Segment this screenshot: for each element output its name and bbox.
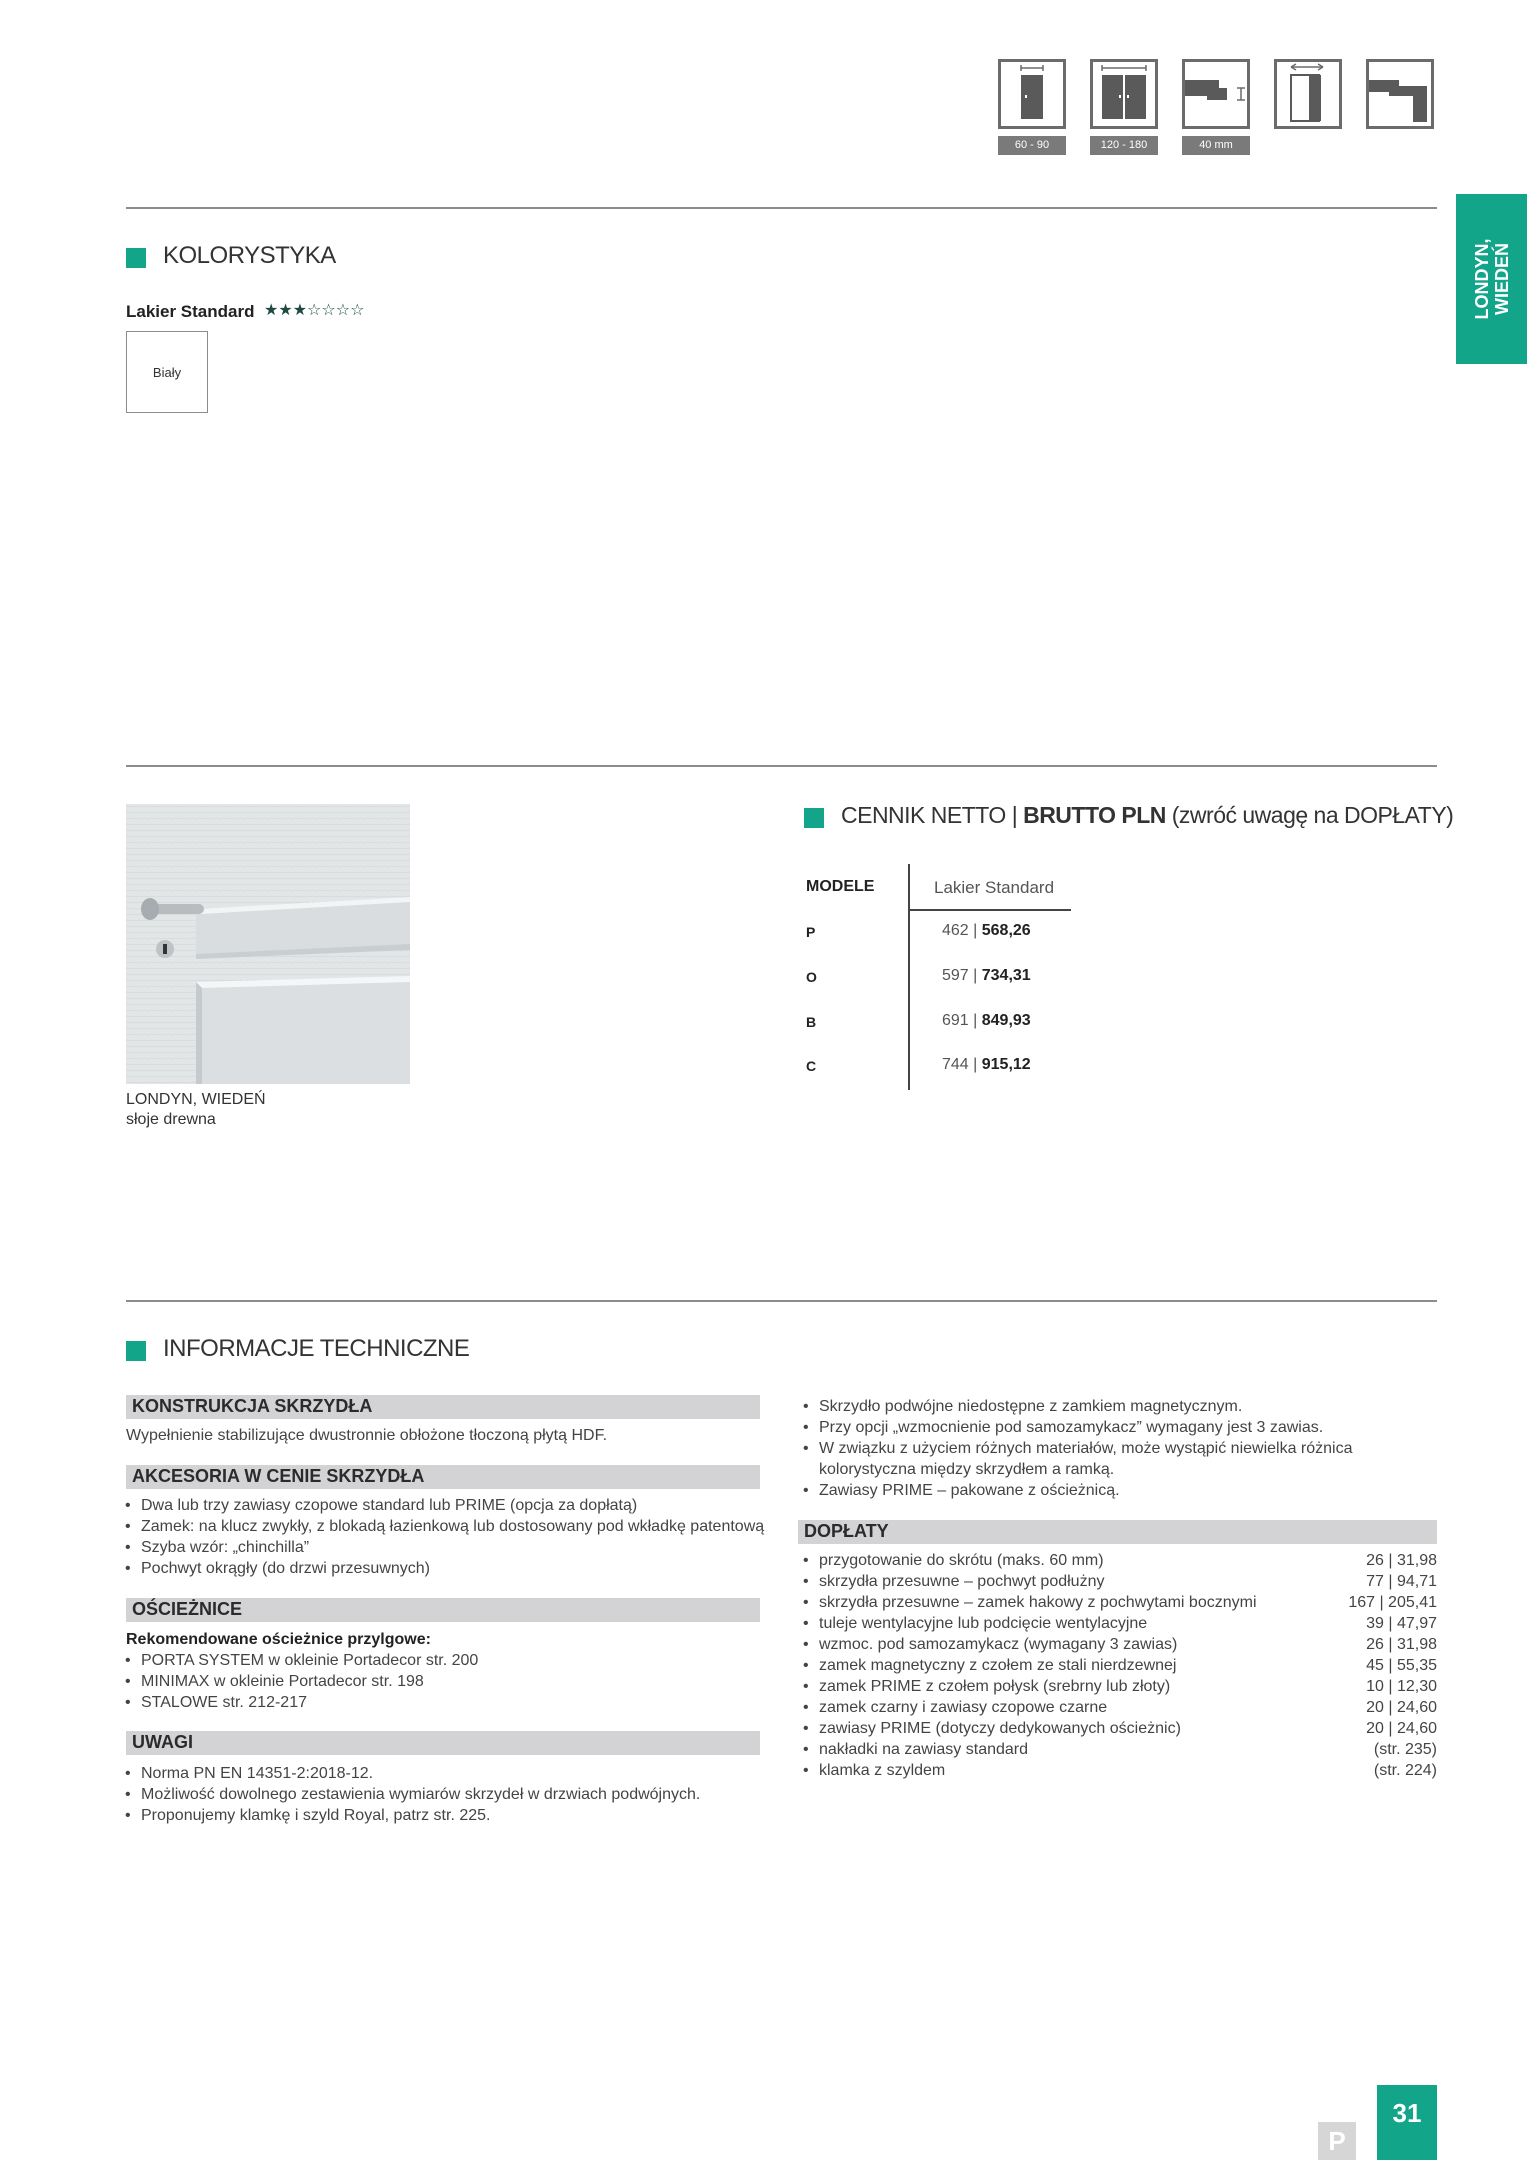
table-row-price: 597 | 734,31 [942, 967, 1031, 984]
oscieznice-subheading: Rekomendowane ościeżnice przylgowe: [126, 1631, 431, 1648]
cennik-title-brutto: BRUTTO PLN [1023, 802, 1166, 828]
kolorystyka-title: KOLORYSTYKA [163, 242, 336, 269]
color-swatch-bialy [126, 331, 208, 413]
doplaty-heading-bar [798, 1520, 1437, 1544]
list-item: • Możliwość dowolnego zestawienia wymiarów skrzydeł w drzwiach podwójnych. [141, 1786, 700, 1804]
list-item: • Szyba wzór: „chinchilla” [141, 1539, 309, 1557]
oscieznice-heading: OŚCIEŻNICE [132, 1599, 243, 1619]
divider [126, 207, 1437, 209]
section-side-tab [1456, 194, 1527, 364]
oscieznice-heading-bar [126, 1598, 760, 1622]
table-row-model: P [806, 924, 816, 940]
section-marker [126, 1341, 146, 1361]
section-marker [126, 248, 146, 268]
list-item: • PORTA SYSTEM w okleinie Portadecor str. 200 [141, 1652, 478, 1670]
list-item: • Dwa lub trzy zawiasy czopowe standard lub PRIME (opcja za dopłatą) [141, 1497, 637, 1515]
table-row-price: 691 | 849,93 [942, 1012, 1031, 1029]
list-item: • W związku z użyciem różnych materiałów, może wystąpić niewielka różnica [819, 1440, 1353, 1458]
list-item-continuation: kolorystyczna między skrzydłem a ramką. [819, 1461, 1115, 1478]
list-item: • Przy opcji „wzmocnienie pod samozamykacz” wymagany jest 3 zawias. [819, 1419, 1323, 1437]
konstrukcja-text: Wypełnienie stabilizujące dwustronnie obłożone tłoczoną płytą HDF. [126, 1427, 608, 1444]
star-filled-icon: ★ [278, 302, 293, 319]
list-item: • Zamek: na klucz zwykły, z blokadą łazienkową lub dostosowany pod wkładkę patentową [141, 1518, 764, 1536]
star-empty-icon: ☆ [321, 302, 336, 319]
double-door-width-icon [1090, 59, 1158, 129]
table-vertical-rule [908, 864, 910, 1090]
uwagi-heading: UWAGI [132, 1732, 193, 1752]
frame-profile-icon [1366, 59, 1434, 129]
akcesoria-heading-bar [126, 1465, 760, 1489]
cennik-title-netto: CENNIK NETTO | [841, 802, 1024, 828]
cennik-title [841, 802, 1453, 829]
divider [126, 765, 1437, 767]
rating-stars [264, 300, 364, 320]
table-header-rule [908, 909, 1071, 911]
star-empty-icon: ☆ [307, 302, 322, 319]
divider [126, 1300, 1437, 1302]
konstrukcja-heading-bar [126, 1395, 760, 1419]
konstrukcja-heading: KONSTRUKCJA SKRZYDŁA [132, 1396, 373, 1416]
cennik-title-note: (zwróć uwagę na DOPŁATY) [1165, 802, 1454, 828]
sliding-door-icon [1274, 59, 1342, 129]
thickness-label: 40 mm [1182, 136, 1250, 155]
star-filled-icon: ★ [264, 302, 279, 319]
photo-caption-line2: słoje drewna [126, 1111, 216, 1128]
list-item: • Norma PN EN 14351-2:2018-12. [141, 1765, 373, 1783]
uwagi-heading-bar [126, 1731, 760, 1755]
table-row-price: 462 | 568,26 [942, 922, 1031, 939]
logo-letter: P [1328, 2126, 1346, 2156]
list-item: • STALOWE str. 212-217 [141, 1694, 307, 1712]
table-row-model: B [806, 1014, 817, 1030]
list-item: • Skrzydło podwójne niedostępne z zamkiem magnetycznym. [819, 1398, 1242, 1416]
side-tab-line1: LONDYN, [1471, 238, 1492, 320]
side-tab-line2: WIEDEŃ [1491, 243, 1512, 315]
table-row-model: C [806, 1058, 817, 1074]
doplaty-heading: DOPŁATY [804, 1521, 889, 1541]
page-number-badge [1377, 2085, 1437, 2160]
star-empty-icon: ☆ [350, 302, 365, 319]
table-row-model: O [806, 969, 817, 985]
door-thickness-icon [1182, 59, 1250, 129]
single-door-width-icon [998, 59, 1066, 129]
list-item: • Zawiasy PRIME – pakowane z ościeżnicą. [819, 1482, 1120, 1500]
list-item: • MINIMAX w okleinie Portadecor str. 198 [141, 1673, 424, 1691]
star-empty-icon: ☆ [335, 302, 351, 319]
price-table [806, 864, 1071, 1090]
width-label-double: 120 - 180 [1090, 136, 1158, 155]
col-header-finish: Lakier Standard [934, 878, 1055, 897]
section-marker [804, 808, 824, 828]
table-row-price: 744 | 915,12 [942, 1056, 1031, 1073]
brand-logo-icon [1318, 2122, 1356, 2160]
akcesoria-heading: AKCESORIA W CENIE SKRZYDŁA [132, 1466, 425, 1486]
photo-caption-line1: LONDYN, WIEDEŃ [126, 1091, 266, 1108]
page-number: 31 [1392, 2098, 1422, 2128]
swatch-label: Biały [152, 365, 182, 380]
width-label-single: 60 - 90 [998, 136, 1066, 155]
list-item: • Proponujemy klamkę i szyld Royal, patrz str. 225. [141, 1807, 490, 1825]
star-filled-icon: ★ [292, 302, 308, 319]
col-header-model: MODELE [806, 878, 875, 895]
info-title: INFORMACJE TECHNICZNE [163, 1335, 470, 1362]
list-item: • Pochwyt okrągły (do drzwi przesuwnych) [141, 1560, 430, 1578]
door-photo [126, 804, 410, 1084]
finish-label: Lakier Standard [126, 302, 255, 321]
